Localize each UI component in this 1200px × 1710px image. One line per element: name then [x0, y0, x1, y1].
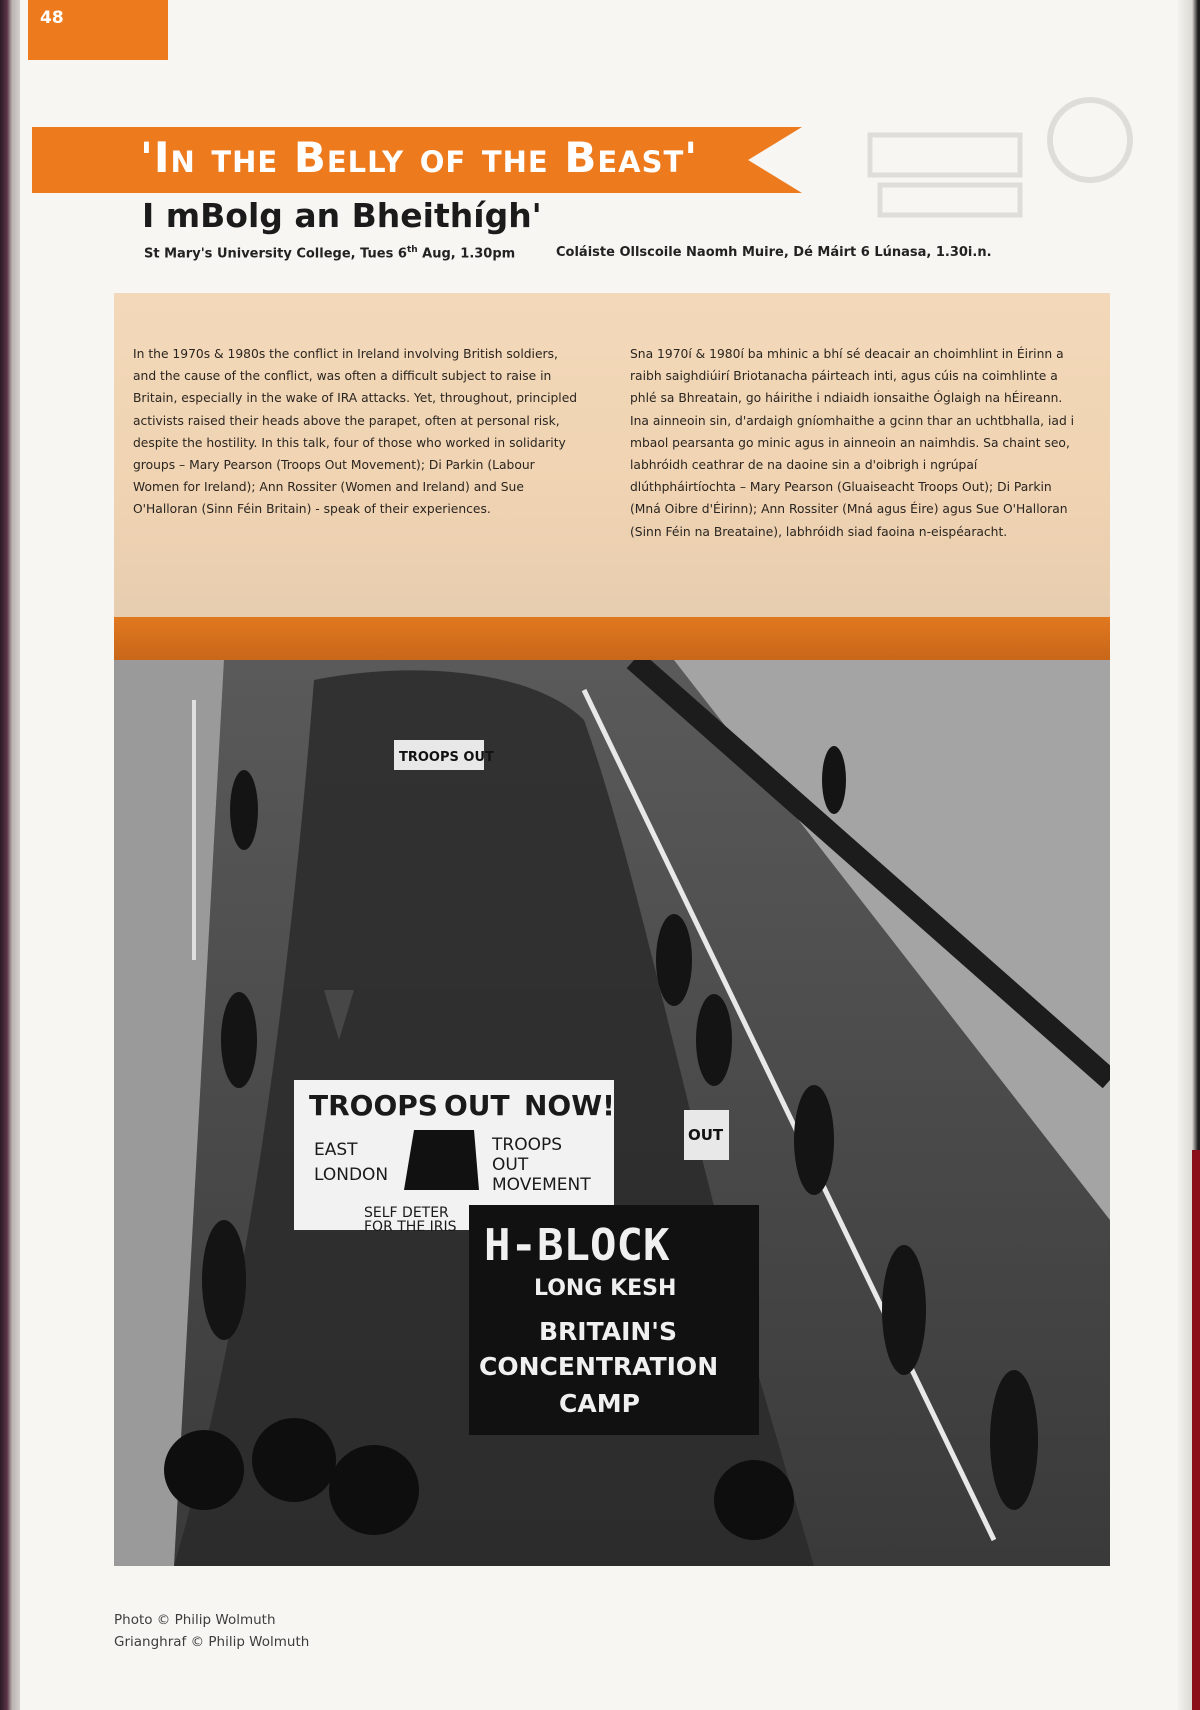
banner-text: CONCENTRATION — [479, 1352, 719, 1381]
event-subtitle-irish: I mBolg an Bheithígh' — [142, 196, 542, 235]
banner-text: BRITAIN'S — [539, 1317, 677, 1346]
banner-text: TROOPS — [309, 1089, 438, 1122]
banner-text: TROOPS — [492, 1135, 563, 1155]
photo-credit-irish: Grianghraf © Philip Wolmuth — [114, 1634, 310, 1650]
banner-text: CAMP — [559, 1389, 640, 1418]
banner-text: MOVEMENT — [492, 1175, 591, 1195]
banner-text: LONDON — [314, 1165, 389, 1185]
description-english: In the 1970s & 1980s the conflict in Ireland involving British soldiers, and the cause of the conflict, was often a difficult subject to raise in Britain, especially in the wake of IRA attacks. Yet, throughout, principled activists raised their heads above the parapet, often at personal risk, despite the hostility. In this talk, four of those who worked in solidarity groups – Mary Pearson (Troops Out Movement); Di Parkin (Labour Women for Ireland); Ann Rossiter (Women and Ireland) and Sue O'Halloran (Sinn Féin Britain) - speak of their experiences. — [133, 347, 578, 517]
photo-orange-strip — [114, 617, 1110, 662]
description-irish: Sna 1970í & 1980í ba mhinic a bhí sé deacair an choimhlint in Éirinn a raibh saighdiúirí Briotanacha páirteach inti, agus cúis na coimhlinte a phlé sa Bhreatain, go háirithe i ndiaidh ionsaithe Óglaigh na hÉireann. Ina ainneoin sin, d'ardaigh gníomhaithe a gcinn thar an uchtbhalla, iad i mbaol pearsanta go minic agus in ainneoin an naimhdis. Sa chaint seo, labhróidh ceathrar de na daoine sin a d'oibrigh i ngrúpaí dlúthpháirtíochta – Mary Pearson (Gluaiseacht Troops Out); Di Parkin (Mná Oibre d'Éirinn); Ann Rossiter (Mná agus Éire) agus Sue O'Halloran (Sinn Féin na Breataine), labhróidh siad faoina n-eispéaracht. — [630, 347, 1075, 539]
banner-text: LONG KESH — [534, 1276, 677, 1301]
banner-text: H-BLOCK — [484, 1220, 670, 1271]
banner-text: TROOPS OUT — [399, 750, 494, 765]
event-title: 'In the Belly of the Beast' — [140, 133, 699, 182]
banner-text: OUT — [492, 1155, 529, 1175]
banner-text: FOR THE IRIS — [364, 1219, 457, 1235]
venue-irish: Coláiste Ollscoile Naomh Muire, Dé Máirt 6 Lúnasa, 1.30i.n. — [556, 245, 992, 260]
banner-text: OUT — [688, 1126, 724, 1144]
page-edge — [1178, 0, 1200, 1710]
photo-credit-english: Photo © Philip Wolmuth — [114, 1612, 276, 1628]
banner-text: SELF DETER — [364, 1205, 449, 1221]
banner-text: OUT — [444, 1089, 510, 1122]
march-photo — [114, 660, 1110, 1566]
banner-text: NOW! — [524, 1089, 615, 1122]
venue-english: St Mary's University College, Tues 6th Aug, 1.30pm — [144, 245, 516, 262]
banner-text: EAST — [314, 1140, 358, 1160]
page-number: 48 — [40, 8, 64, 28]
faded-logo — [860, 85, 1150, 255]
